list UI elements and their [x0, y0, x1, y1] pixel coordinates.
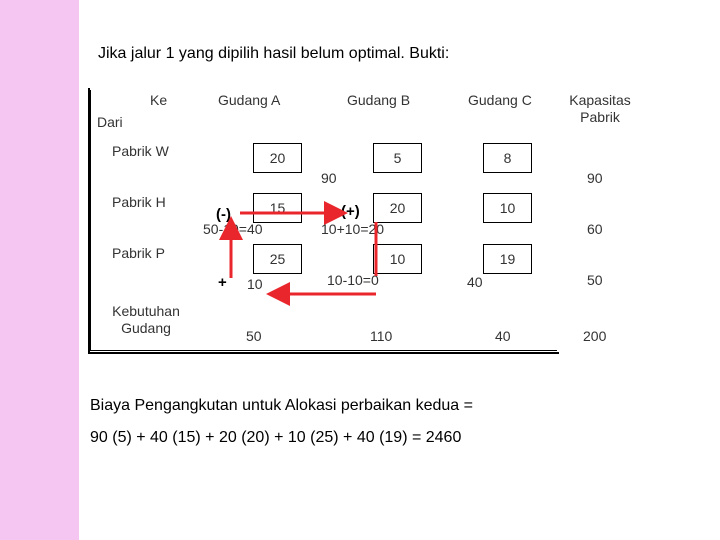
capacity-total: 200 [583, 328, 607, 344]
header-kapasitas: Kapasitas Pabrik [569, 92, 631, 125]
alloc-p-c: 40 [467, 274, 483, 290]
header-gudang-c: Gudang C [468, 92, 532, 108]
capacity-h: 60 [587, 221, 603, 237]
cost-cell-h-a: 15 [253, 193, 302, 223]
header-gudang-a: Gudang A [218, 92, 281, 108]
alloc-w-b: 90 [321, 170, 337, 186]
alloc-p-a: 10 [247, 276, 263, 292]
footer-line-1: Biaya Pengangkutan untuk Alokasi perbaikan kedua = [90, 397, 473, 414]
sign-plus-h-b: (+) [341, 203, 360, 220]
cost-cell-w-a: 20 [253, 143, 302, 173]
row-kebutuhan: Kebutuhan Gudang [112, 303, 180, 336]
demand-b: 110 [370, 328, 393, 344]
alloc-p-b: 10-10=0 [327, 272, 379, 288]
cost-cell-p-b: 10 [373, 244, 422, 274]
sign-minus-h-a: (-) [216, 206, 231, 223]
cost-cell-w-b: 5 [373, 143, 422, 173]
row-pabrik-w: Pabrik W [112, 143, 169, 159]
corner-dari: Dari [97, 114, 123, 130]
demand-c: 40 [495, 328, 511, 344]
row-pabrik-p: Pabrik P [112, 245, 165, 261]
cost-cell-p-a: 25 [253, 244, 302, 274]
alloc-h-b: 10+10=20 [321, 221, 385, 237]
alloc-h-a: 50-10=40 [203, 221, 263, 237]
cost-cell-w-c: 8 [483, 143, 532, 173]
page-title: Jika jalur 1 yang dipilih hasil belum optimal. Bukti: [98, 45, 450, 62]
demand-a: 50 [246, 328, 262, 344]
cost-cell-h-b: 20 [373, 193, 422, 223]
cost-cell-h-c: 10 [483, 193, 532, 223]
corner-ke: Ke [150, 92, 168, 108]
cost-cell-p-c: 19 [483, 244, 532, 274]
capacity-p: 50 [587, 272, 603, 288]
footer-line-2: 90 (5) + 40 (15) + 20 (20) + 10 (25) + 40 (19) = 2460 [90, 429, 462, 446]
capacity-w: 90 [587, 170, 603, 186]
header-gudang-b: Gudang B [347, 92, 411, 108]
sign-plus-p-a: + [218, 274, 227, 291]
row-pabrik-h: Pabrik H [112, 194, 166, 210]
